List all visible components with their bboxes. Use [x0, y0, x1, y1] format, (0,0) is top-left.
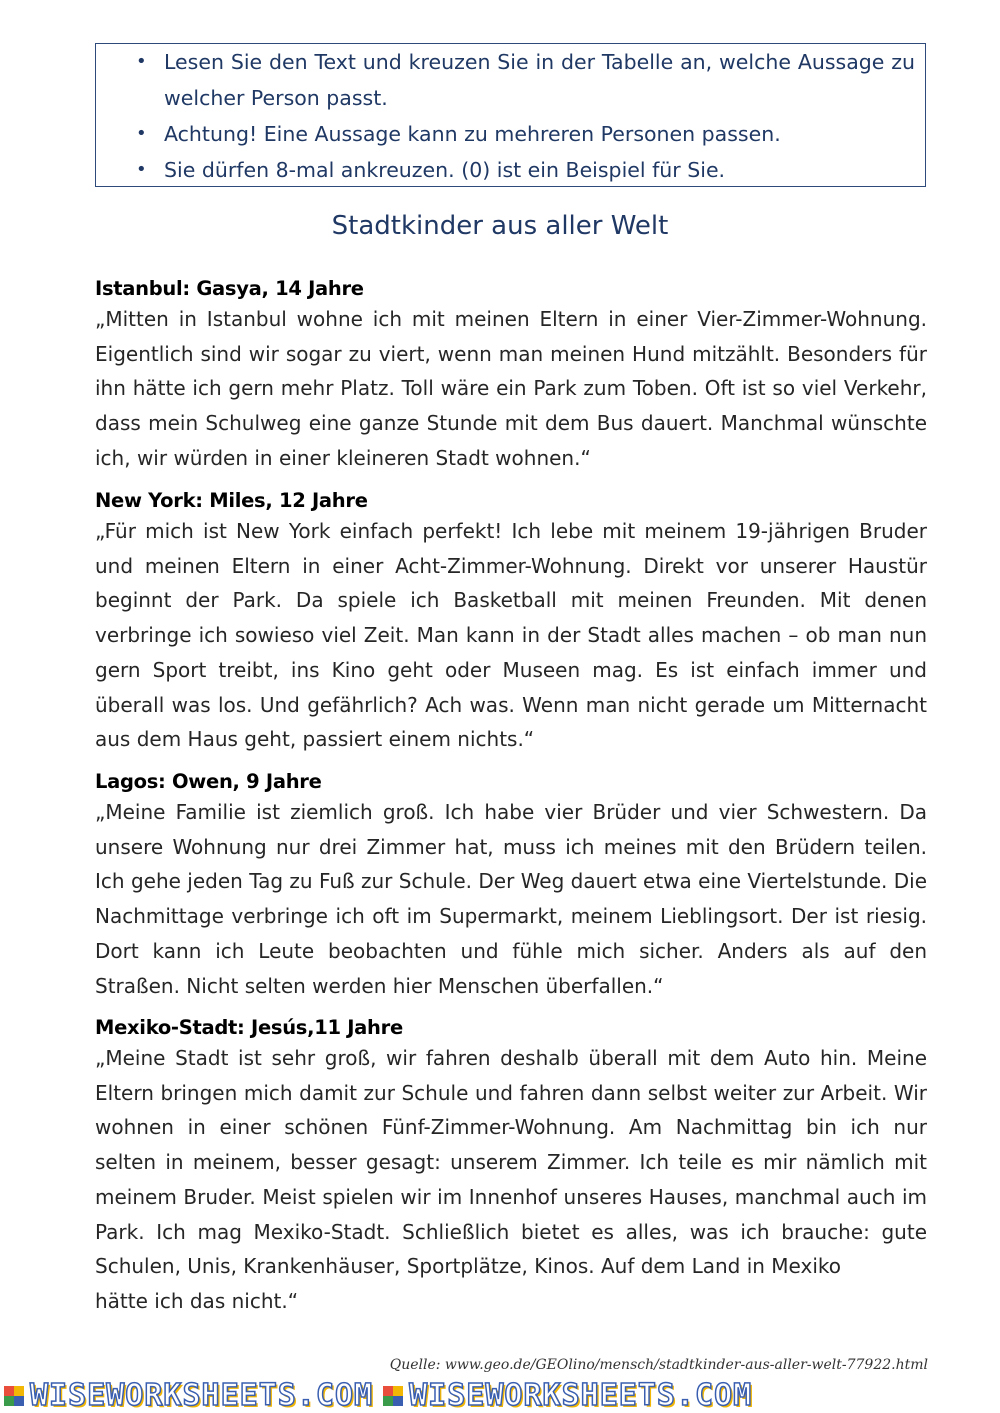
source-citation: Quelle: www.geo.de/GEOlino/mensch/stadtkinder-aus-aller-welt-77922.html: [389, 1357, 928, 1373]
section-heading: Mexiko-Stadt: Jesús,11 Jahre: [95, 1016, 403, 1039]
instructions-list: [96, 44, 925, 188]
section-text: „Mitten in Istanbul wohne ich mit meinen Eltern in einer Vier-Zimmer-Wohnung. Eigentlich sind wir sogar zu viert, wenn man meinen Hund mitzählt. Besonders für ihn hätte ich gern mehr Platz. Toll wäre ein Park zum Toben. Oft ist so viel Verkehr, dass mein Schulweg eine ganze Stunde mit dem Bus dauert. Manchmal wünschte ich, wir würden in einer kleineren Stadt wohnen.“: [95, 307, 927, 470]
bullet-icon: •: [136, 159, 147, 180]
instruction-text: Lesen Sie den Text und kreuzen Sie in der Tabelle an, welche Aussage zu welcher Person passt.: [164, 50, 915, 110]
wiseworksheets-logo-icon: [4, 1386, 24, 1406]
watermark-text: WISEWORKSHEETS.COM: [409, 1378, 753, 1413]
section-text: „Meine Stadt ist sehr groß, wir fahren deshalb überall mit dem Auto hin. Meine Eltern bringen mich damit zur Schule und fahren dann selbst weiter zur Arbeit. Wir wohnen in einer schönen Fünf-Zimmer-Wohnung. Am Nachmittag bin ich nur selten in meinem, besser gesagt: unserem Zimmer. Ich teile es mir nämlich mit meinem Bruder. Meist spielen wir im Innenhof unseres Hauses, manchmal auch im Park. Ich mag Mexiko-Stadt. Schließlich bietet es alles, was ich brauche: gute Schulen, Unis, Krankenhäuser, Sportplätze, Kinos. Auf dem Land in Mexiko: [95, 1046, 927, 1279]
page-title: Stadtkinder aus aller Welt: [331, 211, 669, 241]
instruction-item: [96, 152, 925, 188]
instruction-text: Achtung! Eine Aussage kann zu mehreren Personen passen.: [164, 122, 781, 146]
section-new-york: [95, 488, 927, 757]
bullet-icon: •: [136, 123, 147, 144]
section-istanbul: [95, 276, 927, 476]
section-text-tail: hätte ich das nicht.“: [95, 1288, 299, 1313]
section-mexiko-stadt: [95, 1015, 927, 1319]
section-text: „Meine Familie ist ziemlich groß. Ich habe vier Brüder und vier Schwestern. Da unsere Wohnung nur drei Zimmer hat, muss ich meines mit den Brüdern teilen. Ich gehe jeden Tag zu Fuß zur Schule. Der Weg dauert etwa eine Viertelstunde. Die Nachmittage verbringe ich oft im Supermarkt, meinem Lieblingsort. Der ist riesig. Dort kann ich Leute beobachten und fühle mich sicher. Anders als auf den Straßen. Nicht selten werden hier Menschen überfallen.“: [95, 800, 927, 998]
bullet-icon: •: [136, 51, 147, 72]
section-heading: Lagos: Owen, 9 Jahre: [95, 770, 322, 793]
instruction-text: Sie dürfen 8-mal ankreuzen. (0) ist ein Beispiel für Sie.: [164, 158, 726, 182]
wiseworksheets-logo-icon: [383, 1386, 403, 1406]
instruction-item: [96, 44, 925, 116]
watermark-band: [0, 1378, 1000, 1413]
section-heading: New York: Miles, 12 Jahre: [95, 489, 368, 512]
watermark-text: WISEWORKSHEETS.COM: [30, 1378, 374, 1413]
instruction-item: [96, 116, 925, 152]
instructions-box: [95, 43, 926, 187]
section-text: „Für mich ist New York einfach perfekt! Ich lebe mit meinem 19-jährigen Bruder und meinen Eltern in einer Acht-Zimmer-Wohnung. Direkt vor unserer Haustür beginnt der Park. Da spiele ich Basketball mit meinen Freunden. Mit denen verbringe ich sowieso viel Zeit. Man kann in der Stadt alles machen – ob man nun gern Sport treibt, ins Kino geht oder Museen mag. Es ist einfach immer und überall was los. Und gefährlich? Ach was. Wenn man nicht gerade um Mitternacht aus dem Haus geht, passiert einem nichts.“: [95, 519, 927, 752]
section-lagos: [95, 769, 927, 1003]
section-heading: Istanbul: Gasya, 14 Jahre: [95, 277, 364, 300]
